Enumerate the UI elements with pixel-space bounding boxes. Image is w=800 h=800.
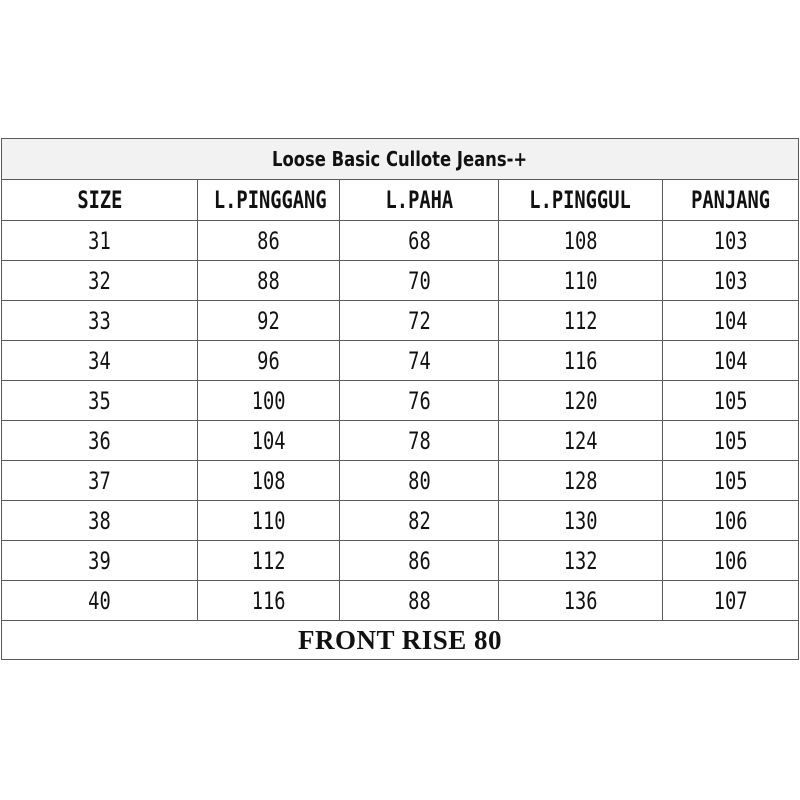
table-row: [2, 221, 799, 261]
panjang-cell: 103: [663, 221, 799, 261]
paha-cell: 74: [340, 341, 499, 381]
table-row: [2, 381, 799, 421]
size-cell: 32: [2, 261, 198, 301]
size-cell: 39: [2, 541, 198, 581]
pinggang-cell: 108: [198, 461, 340, 501]
pinggul-cell: 128: [499, 461, 663, 501]
column-header-lingkar-pinggang: L.PINGGANG: [198, 180, 340, 221]
pinggang-cell: 96: [198, 341, 340, 381]
pinggul-cell: 130: [499, 501, 663, 541]
size-cell: 37: [2, 461, 198, 501]
panjang-cell: 106: [663, 541, 799, 581]
pinggang-cell: 88: [198, 261, 340, 301]
size-cell: 38: [2, 501, 198, 541]
column-header-lingkar-paha: L.PAHA: [340, 180, 499, 221]
panjang-cell: 106: [663, 501, 799, 541]
paha-cell: 82: [340, 501, 499, 541]
pinggul-cell: 116: [499, 341, 663, 381]
footer-row: [2, 621, 799, 660]
header-row: [2, 180, 799, 221]
paha-cell: 76: [340, 381, 499, 421]
panjang-cell: 105: [663, 461, 799, 501]
table-row: [2, 301, 799, 341]
size-cell: 35: [2, 381, 198, 421]
pinggul-cell: 136: [499, 581, 663, 621]
table-row: [2, 341, 799, 381]
size-cell: 40: [2, 581, 198, 621]
table-row: [2, 501, 799, 541]
pinggul-cell: 132: [499, 541, 663, 581]
table-row: [2, 461, 799, 501]
front-rise-note: FRONT RISE 80: [2, 621, 799, 660]
paha-cell: 78: [340, 421, 499, 461]
pinggang-cell: 92: [198, 301, 340, 341]
pinggul-cell: 124: [499, 421, 663, 461]
pinggul-cell: 120: [499, 381, 663, 421]
table-row: [2, 541, 799, 581]
size-cell: 31: [2, 221, 198, 261]
paha-cell: 72: [340, 301, 499, 341]
table-row: [2, 581, 799, 621]
panjang-cell: 104: [663, 301, 799, 341]
size-cell: 36: [2, 421, 198, 461]
pinggang-cell: 110: [198, 501, 340, 541]
pinggul-cell: 108: [499, 221, 663, 261]
pinggang-cell: 104: [198, 421, 340, 461]
pinggang-cell: 116: [198, 581, 340, 621]
paha-cell: 86: [340, 541, 499, 581]
pinggang-cell: 86: [198, 221, 340, 261]
table-title: Loose Basic Cullote Jeans-+: [2, 139, 799, 180]
title-row: [2, 139, 799, 180]
column-header-panjang: PANJANG: [663, 180, 799, 221]
pinggang-cell: 112: [198, 541, 340, 581]
panjang-cell: 103: [663, 261, 799, 301]
pinggul-cell: 112: [499, 301, 663, 341]
size-cell: 34: [2, 341, 198, 381]
column-header-lingkar-pinggul: L.PINGGUL: [499, 180, 663, 221]
size-chart-table: [1, 138, 799, 660]
panjang-cell: 105: [663, 381, 799, 421]
paha-cell: 80: [340, 461, 499, 501]
column-header-size: SIZE: [2, 180, 198, 221]
table-row: [2, 261, 799, 301]
paha-cell: 68: [340, 221, 499, 261]
size-cell: 33: [2, 301, 198, 341]
paha-cell: 88: [340, 581, 499, 621]
table-row: [2, 421, 799, 461]
panjang-cell: 104: [663, 341, 799, 381]
panjang-cell: 105: [663, 421, 799, 461]
pinggul-cell: 110: [499, 261, 663, 301]
paha-cell: 70: [340, 261, 499, 301]
panjang-cell: 107: [663, 581, 799, 621]
pinggang-cell: 100: [198, 381, 340, 421]
